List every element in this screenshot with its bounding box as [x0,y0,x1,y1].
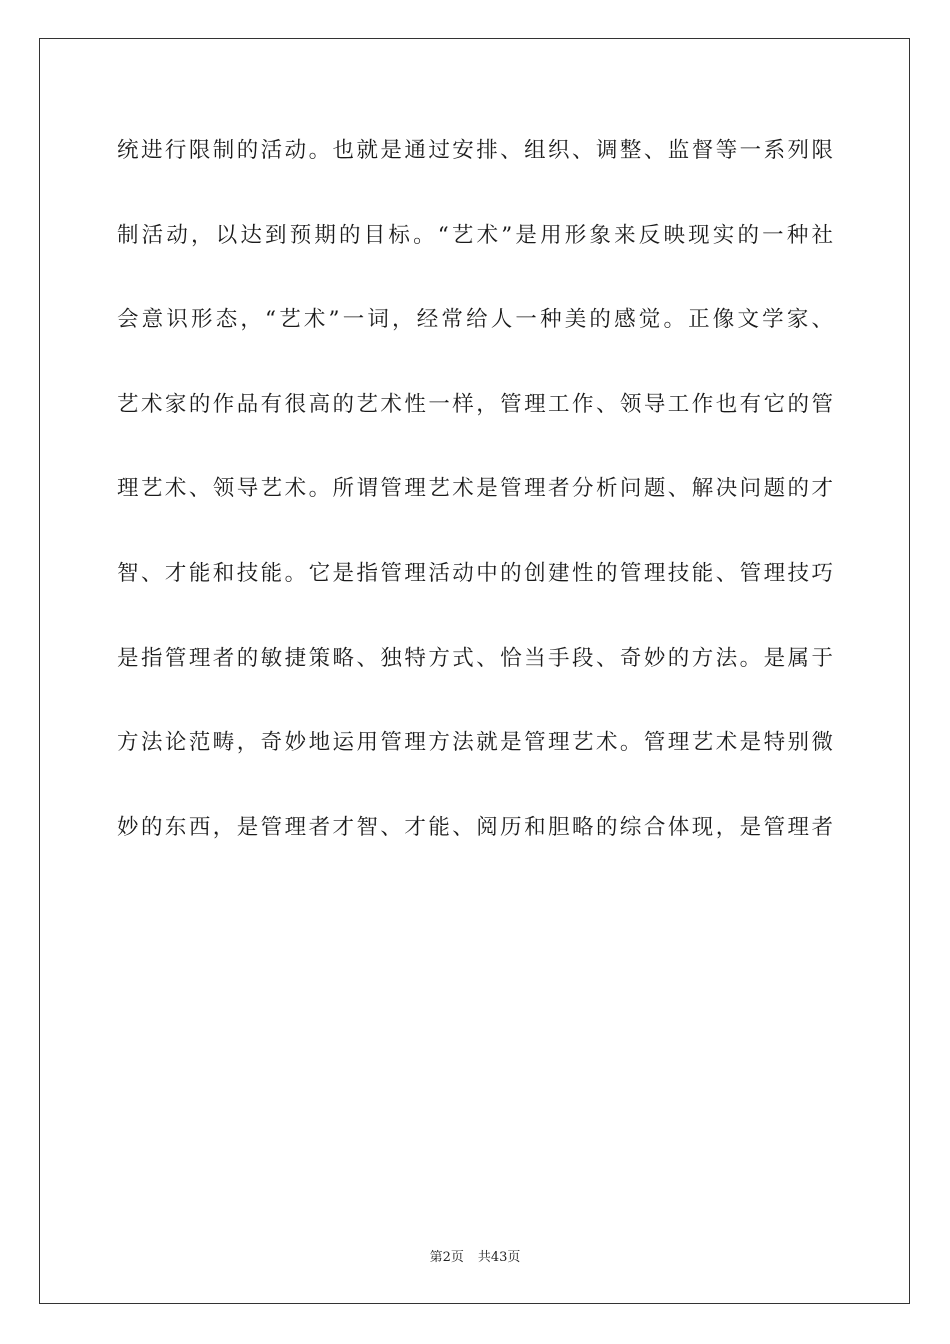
text-line: 妙的东西，是管理者才智、才能、阅历和胆略的综合体现，是管理者 [117,814,833,840]
text-line: 会意识形态，“艺术”一词，经常给人一种美的感觉。正像文学家、 [117,307,833,333]
page-total: 共43页 [477,1250,521,1265]
text-line: 理艺术、领导艺术。所谓管理艺术是管理者分析问题、解决问题的才 [117,476,833,502]
page-number: 第2页 [429,1250,464,1265]
page-footer [0,1246,950,1265]
document-body [117,124,833,885]
text-line: 智、才能和技能。它是指管理活动中的创建性的管理技能、管理技巧 [117,560,833,586]
text-line: 方法论范畴，奇妙地运用管理方法就是管理艺术。管理艺术是特别微 [117,730,833,756]
text-line: 艺术家的作品有很高的艺术性一样，管理工作、领导工作也有它的管 [117,391,833,417]
text-line: 制活动，以达到预期的目标。“艺术”是用形象来反映现实的一种社 [117,222,833,248]
text-line: 是指管理者的敏捷策略、独特方式、恰当手段、奇妙的方法。是属于 [117,645,833,671]
text-line: 统进行限制的活动。也就是通过安排、组织、调整、监督等一系列限 [117,138,833,163]
